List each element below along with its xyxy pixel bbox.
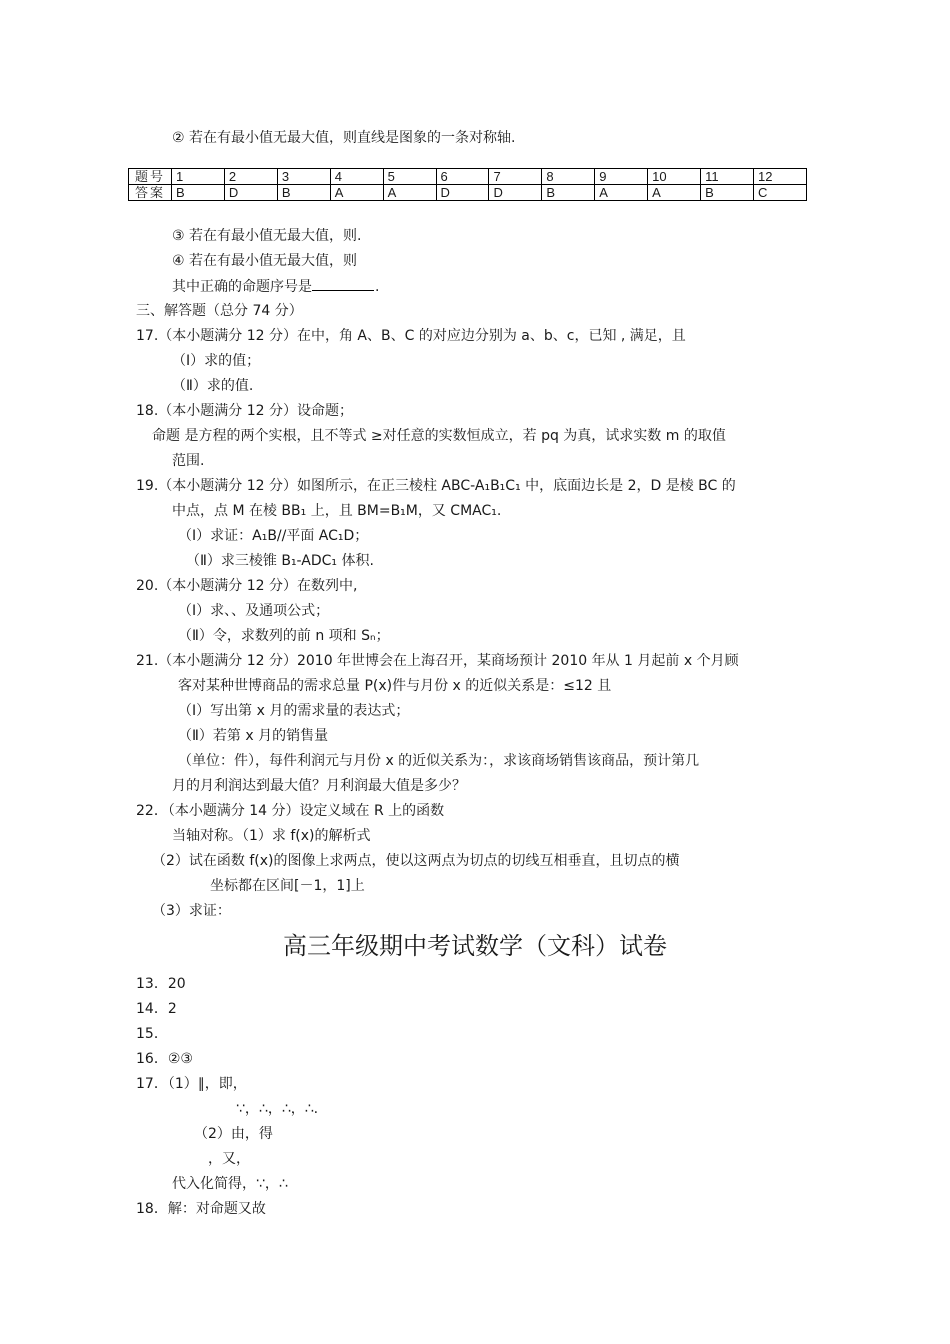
table-cell: 12 xyxy=(753,169,806,185)
answer-17-line-2: ∵，∴，∴，∴. xyxy=(236,1101,319,1117)
problem-18: 18.（本小题满分 12 分）设命题； xyxy=(136,403,353,419)
problem-22-part-2: （2）试在函数 f(x)的图像上求两点，使以这两点为切点的切线互相垂直，且切点的横 xyxy=(152,853,680,869)
answer-blank xyxy=(312,276,374,291)
table-cell: B xyxy=(172,185,225,201)
table-cell: 9 xyxy=(595,169,648,185)
table-cell: B xyxy=(542,185,595,201)
problem-21-part-1: （Ⅰ）写出第 x 月的需求量的表达式； xyxy=(178,703,410,719)
answer-17-line-3: （2）由，得 xyxy=(194,1126,273,1142)
problem-19-text: 中点，点 M 在棱 BB₁ 上，且 BM=B₁M，又 CMAC₁. xyxy=(172,503,502,519)
answer-15: 15． xyxy=(136,1026,168,1042)
table-cell: D xyxy=(224,185,277,201)
problem-22-part-1: 当轴对称。（1）求 f(x)的解析式 xyxy=(172,828,371,844)
table-cell: A xyxy=(648,185,701,201)
table-cell: D xyxy=(436,185,489,201)
table-cell: 11 xyxy=(701,169,754,185)
table-cell: 6 xyxy=(436,169,489,185)
problem-21: 21.（本小题满分 12 分）2010 年世博会在上海召开，某商场预计 2010 年从 1 月起前 x 个月顾 xyxy=(136,653,739,669)
problem-21-text-2: （单位：件），每件利润元与月份 x 的近似关系为：，求该商场销售该商品，预计第几 xyxy=(178,753,700,769)
table-row xyxy=(129,185,807,201)
problem-17-part-2: （Ⅱ）求的值. xyxy=(172,378,254,394)
problem-19: 19.（本小题满分 12 分）如图所示，在正三棱柱 ABC-A₁B₁C₁ 中，底面边长是 2，D 是棱 BC 的 xyxy=(136,478,736,494)
table-cell: 3 xyxy=(277,169,330,185)
problem-22-part-2-cont: 坐标都在区间[－1，1]上 xyxy=(210,878,365,894)
answer-18: 18．解：对命题又故 xyxy=(136,1201,266,1217)
answer-17: 17．（1）∥，即， xyxy=(136,1076,247,1092)
table-row xyxy=(129,169,807,185)
answer-table xyxy=(128,168,807,201)
problem-19-part-2: （Ⅱ）求三棱锥 B₁-ADC₁ 体积. xyxy=(186,553,374,569)
statement-3: ③ 若在有最小值无最大值，则. xyxy=(172,228,362,244)
problem-17: 17.（本小题满分 12 分）在中，角 A、B、C 的对应边分别为 a、b、c，已知 , 满足，且 xyxy=(136,328,686,344)
table-header-cell: 答案 xyxy=(129,185,172,201)
table-cell: C xyxy=(753,185,806,201)
correct-statements-prompt xyxy=(172,276,379,297)
table-cell: A xyxy=(595,185,648,201)
answer-17-line-4: ，又， xyxy=(208,1151,250,1167)
prompt-text: 其中正确的命题序号是 xyxy=(172,279,312,295)
answer-13: 13．20 xyxy=(136,976,186,992)
section-heading: 三、解答题（总分 74 分） xyxy=(136,303,303,319)
table-header-cell: 题号 xyxy=(129,169,172,185)
problem-20-part-1: （Ⅰ）求、、及通项公式； xyxy=(178,603,330,619)
table-cell: B xyxy=(277,185,330,201)
table-cell: D xyxy=(489,185,542,201)
answer-16: 16．②③ xyxy=(136,1051,193,1067)
problem-18-text-end: 范围. xyxy=(172,453,205,469)
problem-20: 20.（本小题满分 12 分）在数列中, xyxy=(136,578,358,594)
problem-18-text: 命题 是方程的两个实根，且不等式 ≥对任意的实数恒成立，若 pq 为真，试求实数 m 的取值 xyxy=(152,428,726,444)
statement-2: ② 若在有最小值无最大值，则直线是图象的一条对称轴. xyxy=(172,130,516,146)
table-cell: 7 xyxy=(489,169,542,185)
table-cell: A xyxy=(330,185,383,201)
problem-21-part-2: （Ⅱ）若第 x 月的销售量 xyxy=(178,728,329,744)
problem-20-part-2: （Ⅱ）令，求数列的前 n 项和 Sₙ； xyxy=(178,628,390,644)
table-cell: 1 xyxy=(172,169,225,185)
table-cell: 8 xyxy=(542,169,595,185)
table-cell: B xyxy=(701,185,754,201)
table-cell: 2 xyxy=(224,169,277,185)
statement-4: ④ 若在有最小值无最大值，则 xyxy=(172,253,358,269)
page-title: 高三年级期中考试数学（文科）试卷 xyxy=(283,932,667,960)
answer-14: 14．2 xyxy=(136,1001,177,1017)
table-cell: 4 xyxy=(330,169,383,185)
table-cell: 5 xyxy=(383,169,436,185)
table-cell: A xyxy=(383,185,436,201)
problem-17-part-1: （Ⅰ）求的值； xyxy=(172,353,261,369)
problem-19-part-1: （Ⅰ）求证：A₁B//平面 AC₁D； xyxy=(178,528,369,544)
prompt-end: . xyxy=(375,279,380,295)
problem-22-part-3: （3）求证： xyxy=(152,903,231,919)
problem-21-text-3: 月的月利润达到最大值？月利润最大值是多少？ xyxy=(172,778,466,794)
problem-22: 22．（本小题满分 14 分）设定义域在 R 上的函数 xyxy=(136,803,445,819)
problem-21-text: 客对某种世博商品的需求总量 P(x)件与月份 x 的近似关系是：≤12 且 xyxy=(178,678,612,694)
answer-17-line-5: 代入化简得，∵，∴ xyxy=(172,1176,288,1192)
table-cell: 10 xyxy=(648,169,701,185)
